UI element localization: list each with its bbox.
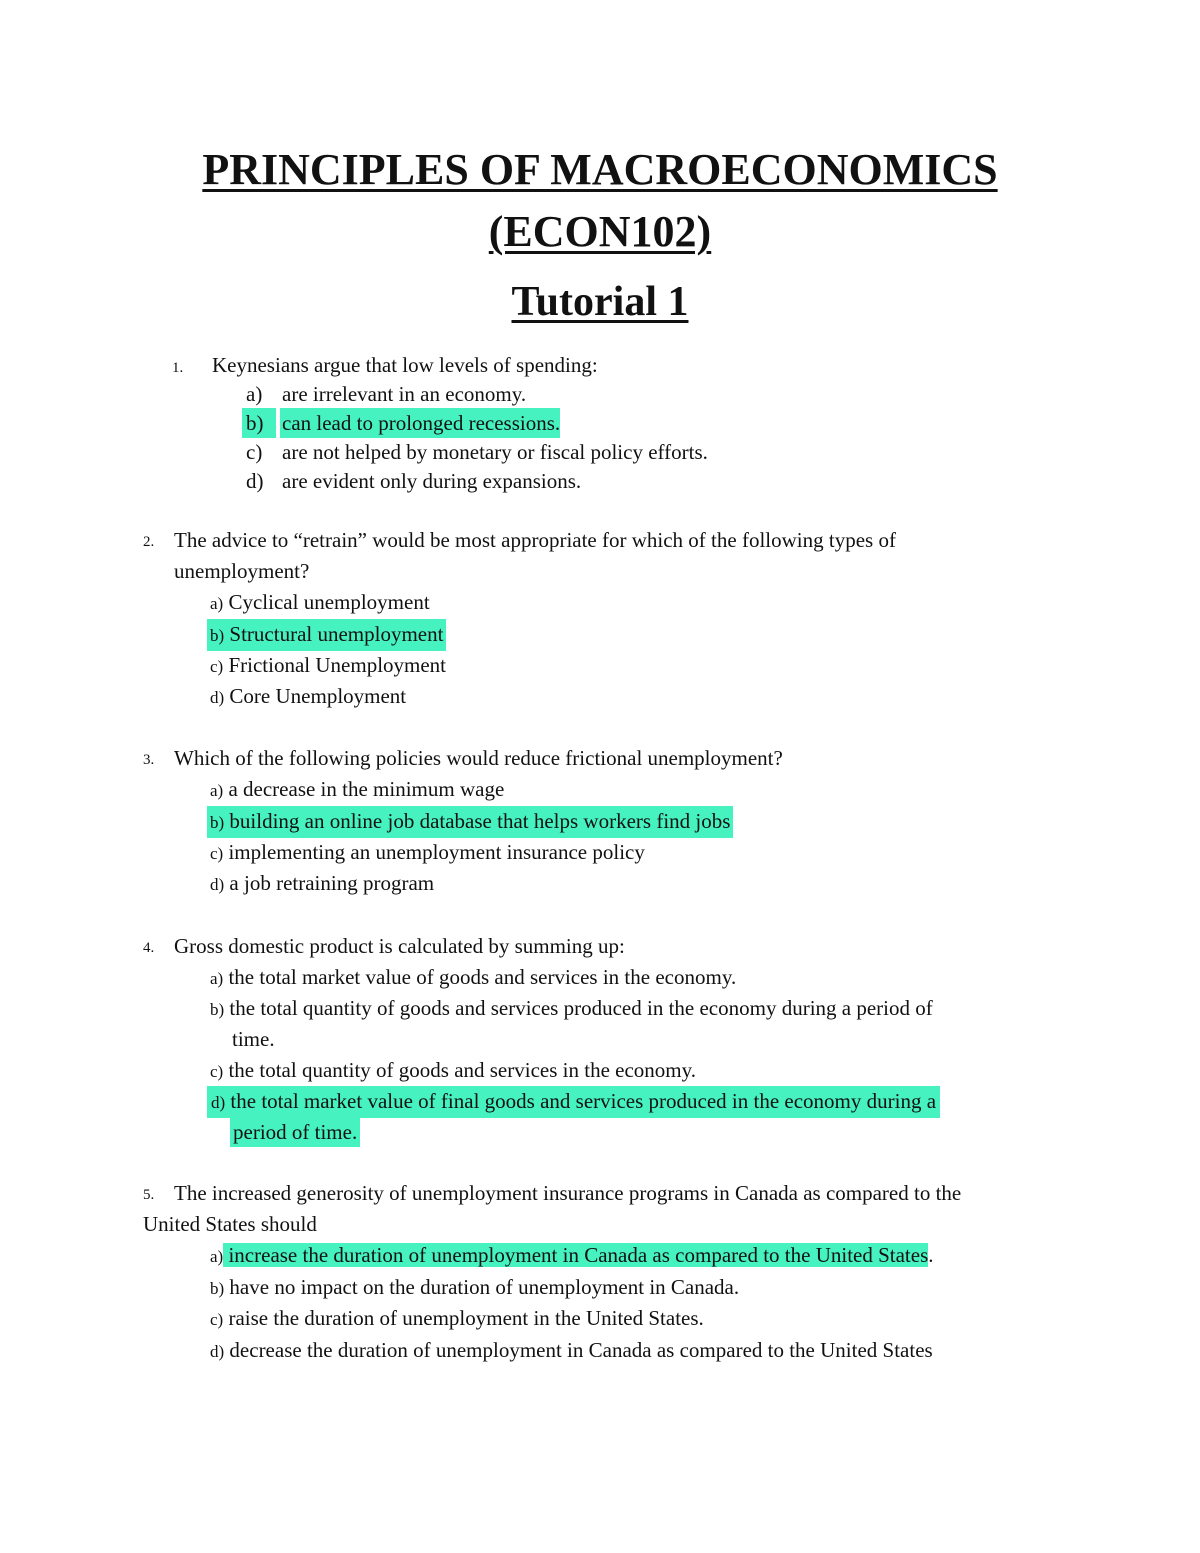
- question-number: 1.: [172, 360, 184, 376]
- option-d: d) decrease the duration of unemployment in Canada as compared to the United States: [210, 1338, 933, 1362]
- option-b-highlighted: b) Structural unemployment: [207, 619, 446, 651]
- answer-highlight: increase the duration of unemployment in Canada as compared to the United States: [228, 1243, 929, 1267]
- option-c: c) raise the duration of unemployment in the United States.: [210, 1306, 704, 1330]
- option-b: b) the total quantity of goods and services produced in the economy during a period of: [210, 996, 933, 1020]
- option-a: a) the total market value of goods and services in the economy.: [210, 965, 737, 989]
- option-a: a) a decrease in the minimum wage: [210, 777, 505, 801]
- option-a: a) Cyclical unemployment: [210, 590, 430, 614]
- option-text: are not helped by monetary or fiscal policy efforts.: [282, 440, 708, 464]
- option-a: a) increase the duration of unemployment in Canada as compared to the United States.: [210, 1243, 934, 1267]
- question-number: 5.: [143, 1187, 155, 1203]
- answer-highlight: can lead to prolonged recessions.: [280, 408, 560, 438]
- option-c: c) implementing an unemployment insurance policy: [210, 840, 645, 864]
- tutorial-heading: Tutorial 1: [511, 279, 689, 325]
- page-title: PRINCIPLES OF MACROECONOMICS: [202, 145, 998, 194]
- question-stem: Gross domestic product is calculated by summing up:: [174, 934, 625, 958]
- option-c: c) the total quantity of goods and services in the economy.: [210, 1058, 696, 1082]
- option-a: a): [246, 382, 263, 406]
- question-number: 2.: [143, 534, 155, 550]
- option-d: d) Core Unemployment: [210, 684, 407, 708]
- question-stem: The increased generosity of unemployment insurance programs in Canada as compared to the: [174, 1181, 962, 1205]
- option-d-highlighted-cont: period of time.: [230, 1117, 360, 1147]
- question-stem-cont: unemployment?: [174, 559, 310, 583]
- course-code: (ECON102): [488, 207, 712, 256]
- option-b-highlighted: b) building an online job database that helps workers find jobs: [207, 806, 733, 838]
- option-text: are irrelevant in an economy.: [282, 382, 527, 406]
- option-b-highlighted: b): [242, 408, 276, 438]
- option-c: c) Frictional Unemployment: [210, 653, 447, 677]
- option-text: are evident only during expansions.: [282, 469, 582, 493]
- question-stem: Which of the following policies would reduce frictional unemployment?: [174, 746, 783, 770]
- question-number: 3.: [143, 752, 155, 768]
- question-stem: Keynesians argue that low levels of spending:: [212, 353, 598, 377]
- option-c: c): [246, 440, 263, 464]
- question-stem: The advice to “retrain” would be most appropriate for which of the following types of: [174, 528, 896, 552]
- option-d: d): [246, 469, 264, 493]
- question-stem-cont: United States should: [143, 1212, 317, 1236]
- question-number: 4.: [143, 940, 155, 956]
- option-b-cont: time.: [232, 1027, 275, 1051]
- option-d: d) a job retraining program: [210, 871, 435, 895]
- option-b: b) have no impact on the duration of unemployment in Canada.: [210, 1275, 740, 1299]
- option-d-highlighted: d) the total market value of final goods and services produced in the economy during a: [207, 1086, 940, 1118]
